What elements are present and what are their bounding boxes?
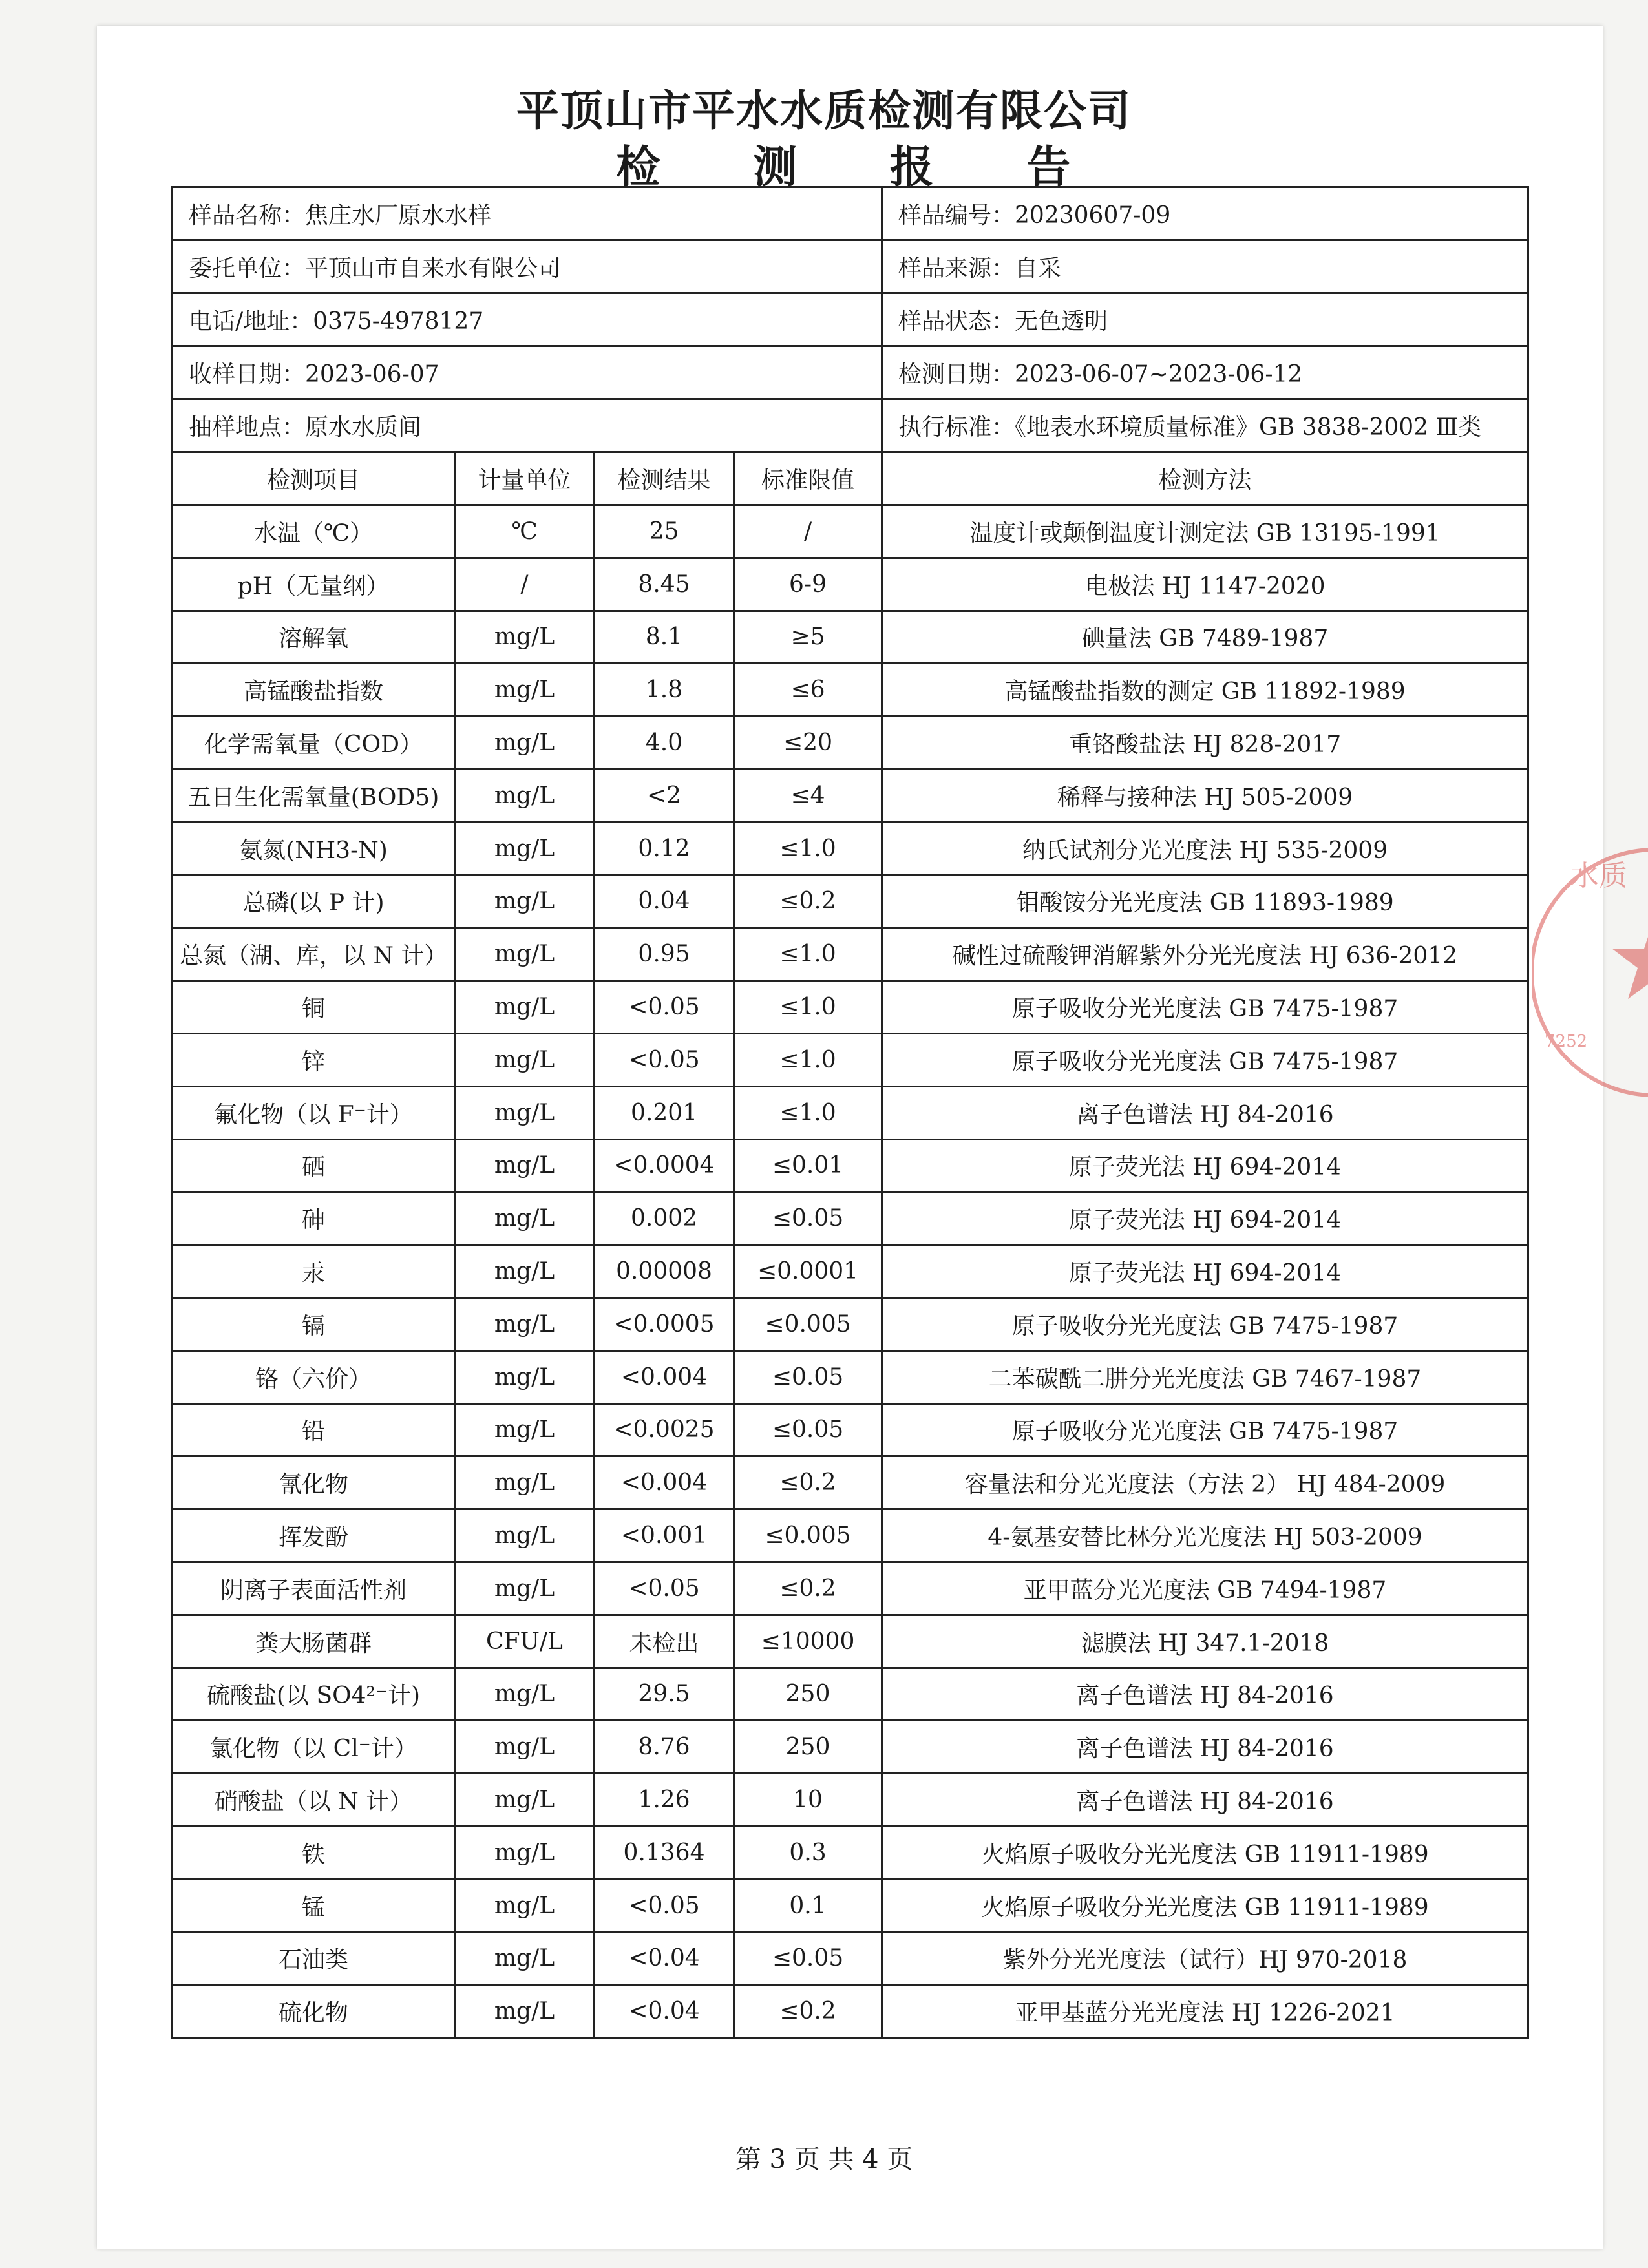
- cell-result: 4.0: [595, 717, 734, 770]
- cell-result: 29.5: [595, 1668, 734, 1721]
- sample-no: 样品编号：20230607-09: [882, 187, 1528, 240]
- table-row: [173, 1297, 1528, 1350]
- client: 委托单位：平顶山市自来水有限公司: [173, 240, 882, 293]
- cell-item: 镉: [173, 1297, 455, 1350]
- cell-method: 原子吸收分光光度法 GB 7475-1987: [882, 1297, 1528, 1350]
- cell-unit: mg/L: [455, 822, 595, 875]
- cell-method: 4-氨基安替比林分光光度法 HJ 503-2009: [882, 1509, 1528, 1562]
- cell-unit: ℃: [455, 505, 595, 558]
- cell-method: 纳氏试剂分光光度法 HJ 535-2009: [882, 822, 1528, 875]
- cell-result: <0.05: [595, 981, 734, 1034]
- cell-result: 0.04: [595, 875, 734, 928]
- cell-limit: ≤0.05: [734, 1350, 882, 1403]
- receive-date: 收样日期：2023-06-07: [173, 346, 882, 399]
- info-row: [173, 399, 1528, 452]
- cell-unit: mg/L: [455, 1562, 595, 1615]
- column-header-item: 检测项目: [173, 452, 455, 505]
- cell-limit: 0.3: [734, 1826, 882, 1879]
- cell-unit: mg/L: [455, 611, 595, 664]
- table-row: [173, 1139, 1528, 1192]
- cell-method: 电极法 HJ 1147-2020: [882, 558, 1528, 611]
- cell-unit: mg/L: [455, 1985, 595, 2038]
- table-header-row: [173, 452, 1528, 505]
- table-row: [173, 1192, 1528, 1245]
- cell-method: 原子吸收分光光度法 GB 7475-1987: [882, 981, 1528, 1034]
- cell-limit: ≤0.2: [734, 875, 882, 928]
- phone-address: 电话/地址：0375-4978127: [173, 293, 882, 346]
- cell-limit: ≤0.2: [734, 1985, 882, 2038]
- cell-method: 容量法和分光光度法（方法 2） HJ 484-2009: [882, 1456, 1528, 1509]
- cell-result: <0.0005: [595, 1297, 734, 1350]
- cell-result: 8.1: [595, 611, 734, 664]
- info-row: [173, 293, 1528, 346]
- cell-limit: 250: [734, 1721, 882, 1774]
- cell-method: 离子色谱法 HJ 84-2016: [882, 1721, 1528, 1774]
- table-row: [173, 1456, 1528, 1509]
- cell-limit: ≤0.0001: [734, 1245, 882, 1298]
- table-row: [173, 664, 1528, 717]
- cell-method: 亚甲基蓝分光光度法 HJ 1226-2021: [882, 1985, 1528, 2038]
- cell-limit: ≤4: [734, 769, 882, 822]
- cell-unit: mg/L: [455, 1350, 595, 1403]
- cell-method: 重铬酸盐法 HJ 828-2017: [882, 717, 1528, 770]
- cell-result: 0.002: [595, 1192, 734, 1245]
- sample-name: 样品名称：焦庄水厂原水水样: [173, 187, 882, 240]
- cell-limit: ≥5: [734, 611, 882, 664]
- cell-item: 氟化物（以 F⁻计）: [173, 1086, 455, 1139]
- cell-unit: mg/L: [455, 1721, 595, 1774]
- cell-item: 氯化物（以 Cl⁻计）: [173, 1721, 455, 1774]
- column-header-limit: 标准限值: [734, 452, 882, 505]
- sample-source: 样品来源：自采: [882, 240, 1528, 293]
- cell-method: 原子吸收分光光度法 GB 7475-1987: [882, 1033, 1528, 1086]
- cell-unit: mg/L: [455, 1245, 595, 1298]
- table-row: [173, 1615, 1528, 1668]
- cell-item: 硒: [173, 1139, 455, 1192]
- stamp-number: 7252: [1545, 1032, 1588, 1051]
- cell-item: 五日生化需氧量(BOD5): [173, 769, 455, 822]
- cell-result: 1.8: [595, 664, 734, 717]
- cell-item: 化学需氧量（COD）: [173, 717, 455, 770]
- cell-limit: ≤1.0: [734, 928, 882, 981]
- cell-method: 碱性过硫酸钾消解紫外分光光度法 HJ 636-2012: [882, 928, 1528, 981]
- report-table: [171, 186, 1529, 2039]
- table-row: [173, 1033, 1528, 1086]
- stamp-text: 水质: [1570, 859, 1627, 892]
- cell-result: <0.0004: [595, 1139, 734, 1192]
- cell-method: 二苯碳酰二肼分光光度法 GB 7467-1987: [882, 1350, 1528, 1403]
- cell-item: 挥发酚: [173, 1509, 455, 1562]
- cell-item: 溶解氧: [173, 611, 455, 664]
- cell-item: 阴离子表面活性剂: [173, 1562, 455, 1615]
- cell-unit: mg/L: [455, 875, 595, 928]
- table-row: [173, 558, 1528, 611]
- column-header-method: 检测方法: [882, 452, 1528, 505]
- cell-method: 原子吸收分光光度法 GB 7475-1987: [882, 1403, 1528, 1456]
- company-name: 平顶山市平水水质检测有限公司: [516, 85, 1132, 136]
- cell-result: 0.1364: [595, 1826, 734, 1879]
- info-row: [173, 240, 1528, 293]
- cell-unit: /: [455, 558, 595, 611]
- cell-limit: ≤6: [734, 664, 882, 717]
- cell-unit: mg/L: [455, 717, 595, 770]
- cell-method: 碘量法 GB 7489-1987: [882, 611, 1528, 664]
- cell-limit: ≤1.0: [734, 822, 882, 875]
- table-row: [173, 1245, 1528, 1298]
- cell-unit: CFU/L: [455, 1615, 595, 1668]
- cell-limit: ≤0.2: [734, 1456, 882, 1509]
- cell-item: 铅: [173, 1403, 455, 1456]
- sampling-site: 抽样地点：原水水质间: [173, 399, 882, 452]
- cell-method: 离子色谱法 HJ 84-2016: [882, 1668, 1528, 1721]
- table-row: [173, 1985, 1528, 2038]
- cell-method: 滤膜法 HJ 347.1-2018: [882, 1615, 1528, 1668]
- table-row: [173, 769, 1528, 822]
- stamp-star: [1612, 918, 1648, 999]
- cell-result: <2: [595, 769, 734, 822]
- cell-item: 总氮（湖、库，以 N 计）: [173, 928, 455, 981]
- cell-result: <0.05: [595, 1562, 734, 1615]
- cell-method: 稀释与接种法 HJ 505-2009: [882, 769, 1528, 822]
- cell-result: <0.004: [595, 1350, 734, 1403]
- table-row: [173, 611, 1528, 664]
- cell-unit: mg/L: [455, 981, 595, 1034]
- cell-item: 铜: [173, 981, 455, 1034]
- cell-limit: ≤1.0: [734, 981, 882, 1034]
- cell-item: 粪大肠菌群: [173, 1615, 455, 1668]
- cell-item: 总磷(以 P 计): [173, 875, 455, 928]
- cell-method: 火焰原子吸收分光光度法 GB 11911-1989: [882, 1826, 1528, 1879]
- cell-limit: ≤10000: [734, 1615, 882, 1668]
- table-row: [173, 1774, 1528, 1827]
- column-header-result: 检测结果: [595, 452, 734, 505]
- column-header-unit: 计量单位: [455, 452, 595, 505]
- cell-limit: 6-9: [734, 558, 882, 611]
- cell-limit: ≤0.01: [734, 1139, 882, 1192]
- table-row: [173, 1932, 1528, 1985]
- cell-item: 水温（℃）: [173, 505, 455, 558]
- cell-result: 未检出: [595, 1615, 734, 1668]
- cell-method: 紫外分光光度法（试行）HJ 970-2018: [882, 1932, 1528, 1985]
- sample-state: 样品状态：无色透明: [882, 293, 1528, 346]
- cell-method: 温度计或颠倒温度计测定法 GB 13195-1991: [882, 505, 1528, 558]
- cell-method: 钼酸铵分光光度法 GB 11893-1989: [882, 875, 1528, 928]
- cell-unit: mg/L: [455, 769, 595, 822]
- cell-limit: ≤0.2: [734, 1562, 882, 1615]
- cell-result: 1.26: [595, 1774, 734, 1827]
- cell-item: 高锰酸盐指数: [173, 664, 455, 717]
- cell-item: 氰化物: [173, 1456, 455, 1509]
- info-row: [173, 187, 1528, 240]
- cell-result: <0.0025: [595, 1403, 734, 1456]
- cell-unit: mg/L: [455, 1879, 595, 1932]
- cell-limit: 0.1: [734, 1879, 882, 1932]
- table-row: [173, 717, 1528, 770]
- cell-unit: mg/L: [455, 664, 595, 717]
- cell-limit: ≤1.0: [734, 1033, 882, 1086]
- cell-item: 锰: [173, 1879, 455, 1932]
- cell-result: 0.00008: [595, 1245, 734, 1298]
- cell-limit: /: [734, 505, 882, 558]
- cell-item: 锌: [173, 1033, 455, 1086]
- test-date: 检测日期：2023-06-07~2023-06-12: [882, 346, 1528, 399]
- cell-unit: mg/L: [455, 1668, 595, 1721]
- cell-method: 离子色谱法 HJ 84-2016: [882, 1086, 1528, 1139]
- cell-result: <0.001: [595, 1509, 734, 1562]
- report-title: 检 测 报 告: [616, 142, 1110, 193]
- cell-unit: mg/L: [455, 1932, 595, 1985]
- cell-result: <0.004: [595, 1456, 734, 1509]
- table-row: [173, 1350, 1528, 1403]
- cell-result: <0.04: [595, 1932, 734, 1985]
- cell-method: 离子色谱法 HJ 84-2016: [882, 1774, 1528, 1827]
- table-row: [173, 1668, 1528, 1721]
- cell-limit: ≤0.05: [734, 1932, 882, 1985]
- cell-item: pH（无量纲）: [173, 558, 455, 611]
- cell-result: 0.201: [595, 1086, 734, 1139]
- cell-unit: mg/L: [455, 1033, 595, 1086]
- cell-method: 高锰酸盐指数的测定 GB 11892-1989: [882, 664, 1528, 717]
- cell-item: 砷: [173, 1192, 455, 1245]
- cell-result: 0.95: [595, 928, 734, 981]
- standard: 执行标准：《地表水环境质量标准》GB 3838-2002 Ⅲ类: [882, 399, 1528, 452]
- cell-limit: 10: [734, 1774, 882, 1827]
- cell-item: 氨氮(NH3-N): [173, 822, 455, 875]
- cell-result: 8.76: [595, 1721, 734, 1774]
- cell-unit: mg/L: [455, 1192, 595, 1245]
- cell-item: 石油类: [173, 1932, 455, 1985]
- table-row: [173, 1721, 1528, 1774]
- cell-unit: mg/L: [455, 1403, 595, 1456]
- cell-method: 原子荧光法 HJ 694-2014: [882, 1139, 1528, 1192]
- cell-result: 8.45: [595, 558, 734, 611]
- cell-unit: mg/L: [455, 928, 595, 981]
- cell-item: 汞: [173, 1245, 455, 1298]
- cell-limit: ≤0.005: [734, 1297, 882, 1350]
- cell-unit: mg/L: [455, 1774, 595, 1827]
- table-row: [173, 981, 1528, 1034]
- table-row: [173, 1509, 1528, 1562]
- cell-limit: ≤20: [734, 717, 882, 770]
- info-row: [173, 346, 1528, 399]
- cell-item: 硫酸盐(以 SO4²⁻计): [173, 1668, 455, 1721]
- cell-result: <0.05: [595, 1033, 734, 1086]
- cell-method: 原子荧光法 HJ 694-2014: [882, 1245, 1528, 1298]
- cell-unit: mg/L: [455, 1826, 595, 1879]
- cell-result: <0.04: [595, 1985, 734, 2038]
- cell-result: 0.12: [595, 822, 734, 875]
- cell-limit: ≤0.005: [734, 1509, 882, 1562]
- table-row: [173, 1403, 1528, 1456]
- table-row: [173, 1826, 1528, 1879]
- table-row: [173, 822, 1528, 875]
- cell-limit: 250: [734, 1668, 882, 1721]
- cell-method: 火焰原子吸收分光光度法 GB 11911-1989: [882, 1879, 1528, 1932]
- cell-limit: ≤1.0: [734, 1086, 882, 1139]
- cell-unit: mg/L: [455, 1509, 595, 1562]
- cell-method: 亚甲蓝分光光度法 GB 7494-1987: [882, 1562, 1528, 1615]
- cell-unit: mg/L: [455, 1139, 595, 1192]
- cell-item: 硫化物: [173, 1985, 455, 2038]
- table-row: [173, 1879, 1528, 1932]
- cell-result: <0.05: [595, 1879, 734, 1932]
- cell-limit: ≤0.05: [734, 1403, 882, 1456]
- cell-unit: mg/L: [455, 1086, 595, 1139]
- table-row: [173, 505, 1528, 558]
- table-row: [173, 928, 1528, 981]
- cell-limit: ≤0.05: [734, 1192, 882, 1245]
- table-row: [173, 1086, 1528, 1139]
- cell-item: 铁: [173, 1826, 455, 1879]
- red-seal-stamp: [1532, 834, 1648, 1111]
- cell-result: 25: [595, 505, 734, 558]
- cell-item: 硝酸盐（以 N 计）: [173, 1774, 455, 1827]
- table-row: [173, 875, 1528, 928]
- cell-unit: mg/L: [455, 1297, 595, 1350]
- table-row: [173, 1562, 1528, 1615]
- cell-unit: mg/L: [455, 1456, 595, 1509]
- page-footer: 第 3 页 共 4 页: [735, 2145, 913, 2174]
- cell-item: 铬（六价）: [173, 1350, 455, 1403]
- cell-method: 原子荧光法 HJ 694-2014: [882, 1192, 1528, 1245]
